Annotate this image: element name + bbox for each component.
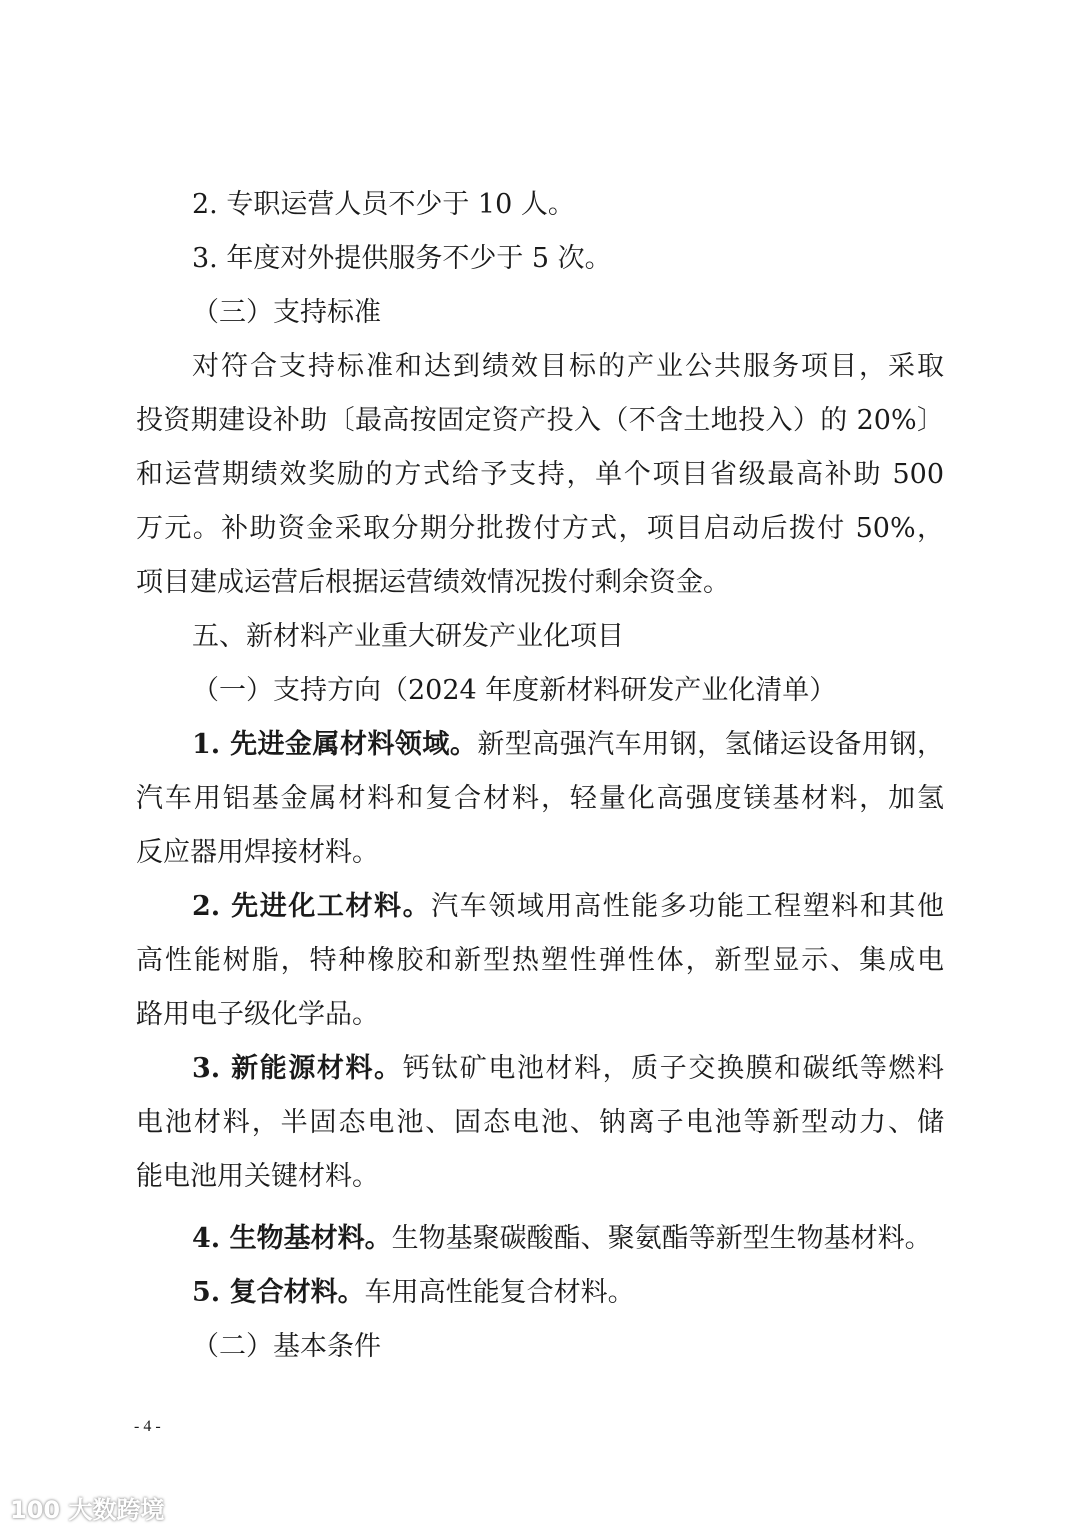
text-line: 3. 年度对外提供服务不少于 5 次。 bbox=[192, 243, 612, 274]
section-heading: 五、新材料产业重大研发产业化项目 bbox=[192, 621, 624, 652]
list-item bbox=[192, 1275, 944, 1311]
list-item bbox=[192, 889, 944, 925]
item-title: 3. 新能源材料。 bbox=[192, 1053, 403, 1084]
watermark-logo: 100 大数跨境 bbox=[10, 1496, 165, 1524]
text-line: 投资期建设补助〔最高按固定资产投入（不含土地投入）的 20%〕 bbox=[136, 405, 944, 436]
page-number: - 4 - bbox=[134, 1418, 161, 1435]
subheading: （二）基本条件 bbox=[192, 1331, 381, 1362]
item-text: 汽车领域用高性能多功能工程塑料和其他 bbox=[431, 891, 944, 922]
list-item bbox=[192, 1221, 944, 1257]
text-line: 高性能树脂，特种橡胶和新型热塑性弹性体，新型显示、集成电 bbox=[136, 945, 944, 976]
subheading: （三）支持标准 bbox=[192, 297, 381, 328]
text-line: 路用电子级化学品。 bbox=[136, 999, 379, 1030]
text-line: 万元。补助资金采取分期分批拨付方式，项目启动后拨付 50%， bbox=[136, 513, 944, 544]
item-text: 生物基聚碳酸酯、聚氨酯等新型生物基材料。 bbox=[391, 1223, 932, 1254]
text-line: 能电池用关键材料。 bbox=[136, 1161, 379, 1192]
text-line: 电池材料，半固态电池、固态电池、钠离子电池等新型动力、储 bbox=[136, 1107, 944, 1138]
subheading: （一）支持方向（2024 年度新材料研发产业化清单） bbox=[192, 675, 837, 706]
item-title: 1. 先进金属材料领域。 bbox=[192, 729, 478, 760]
item-title: 5. 复合材料。 bbox=[192, 1277, 365, 1308]
item-text: 新型高强汽车用钢，氢储运设备用钢， bbox=[477, 729, 944, 760]
text-line: 对符合支持标准和达到绩效目标的产业公共服务项目，采取 bbox=[192, 351, 944, 382]
text-line: 项目建成运营后根据运营绩效情况拨付剩余资金。 bbox=[136, 567, 730, 598]
text-line: 2. 专职运营人员不少于 10 人。 bbox=[192, 189, 575, 220]
text-line: 汽车用铝基金属材料和复合材料，轻量化高强度镁基材料，加氢 bbox=[136, 783, 944, 814]
text-line: 和运营期绩效奖励的方式给予支持，单个项目省级最高补助 500 bbox=[136, 459, 944, 490]
item-title: 2. 先进化工材料。 bbox=[192, 891, 432, 922]
list-item bbox=[192, 727, 944, 763]
item-text: 车用高性能复合材料。 bbox=[364, 1277, 635, 1308]
text-line: 反应器用焊接材料。 bbox=[136, 837, 379, 868]
item-text: 钙钛矿电池材料，质子交换膜和碳纸等燃料 bbox=[402, 1053, 944, 1084]
item-title: 4. 生物基材料。 bbox=[192, 1223, 392, 1254]
list-item bbox=[192, 1051, 944, 1087]
